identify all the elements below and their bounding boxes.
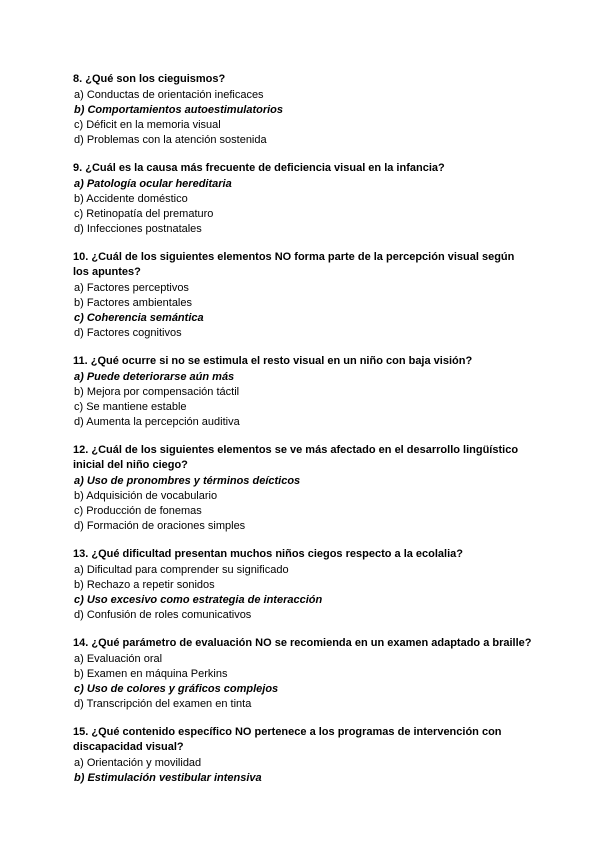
answer-option: d) Problemas con la atención sostenida [74, 134, 267, 146]
answer-option-correct: c) Uso excesivo como estrategia de interacción [74, 594, 323, 606]
answer-option-correct: c) Coherencia semántica [74, 312, 204, 324]
answer-option: b) Examen en máquina Perkins [74, 668, 228, 680]
question-block [73, 547, 533, 623]
question-block [73, 443, 533, 534]
answer-option-correct: a) Patología ocular hereditaria [74, 178, 232, 190]
question-block [73, 725, 533, 786]
answer-option-correct: a) Puede deteriorarse aún más [74, 371, 235, 383]
answer-option: a) Factores perceptivos [74, 282, 189, 294]
question-text: 11. ¿Qué ocurre si no se estimula el resto visual en un niño con baja visión? [73, 355, 473, 367]
answer-option: c) Producción de fonemas [74, 505, 202, 517]
answer-option: c) Déficit en la memoria visual [74, 119, 221, 131]
answer-option: a) Conductas de orientación ineficaces [74, 89, 264, 101]
answer-option: b) Adquisición de vocabulario [74, 490, 218, 502]
answer-option: a) Evaluación oral [74, 653, 163, 665]
question-text: 14. ¿Qué parámetro de evaluación NO se recomienda en un examen adaptado a braille? [73, 637, 532, 649]
quiz-list [73, 72, 533, 799]
answer-option: a) Dificultad para comprender su significado [74, 564, 289, 576]
answer-option: d) Confusión de roles comunicativos [74, 609, 252, 621]
question-block [73, 636, 533, 712]
answer-option: a) Orientación y movilidad [74, 757, 202, 769]
answer-option: d) Formación de oraciones simples [74, 520, 246, 532]
answer-option-correct: b) Estimulación vestibular intensiva [74, 772, 262, 784]
answer-option: b) Accidente doméstico [74, 193, 188, 205]
answer-option: d) Factores cognitivos [74, 327, 182, 339]
answer-option-correct: b) Comportamientos autoestimulatorios [74, 104, 284, 116]
answer-option: d) Infecciones postnatales [74, 223, 202, 235]
answer-option: b) Mejora por compensación táctil [74, 386, 240, 398]
answer-option-correct: c) Uso de colores y gráficos complejos [74, 683, 279, 695]
answer-option: d) Transcripción del examen en tinta [74, 698, 252, 710]
question-block [73, 250, 533, 341]
question-text: 12. ¿Cuál de los siguientes elementos se ve más afectado en el desarrollo lingüístico inicial del niño ciego? [73, 444, 519, 471]
question-text: 10. ¿Cuál de los siguientes elementos NO forma parte de la percepción visual según los apuntes? [73, 251, 515, 278]
answer-option: c) Retinopatía del prematuro [74, 208, 214, 220]
answer-option: c) Se mantiene estable [74, 401, 187, 413]
question-block [73, 161, 533, 237]
question-block [73, 354, 533, 430]
answer-option: b) Rechazo a repetir sonidos [74, 579, 215, 591]
question-text: 9. ¿Cuál es la causa más frecuente de deficiencia visual en la infancia? [73, 162, 445, 174]
question-text: 13. ¿Qué dificultad presentan muchos niños ciegos respecto a la ecolalia? [73, 548, 464, 560]
question-text: 8. ¿Qué son los cieguismos? [73, 73, 226, 85]
answer-option: d) Aumenta la percepción auditiva [74, 416, 240, 428]
question-text: 15. ¿Qué contenido específico NO pertenece a los programas de intervención con discapacidad visual? [73, 726, 502, 753]
answer-option-correct: a) Uso de pronombres y términos deícticos [74, 475, 301, 487]
question-block [73, 72, 533, 148]
answer-option: b) Factores ambientales [74, 297, 192, 309]
